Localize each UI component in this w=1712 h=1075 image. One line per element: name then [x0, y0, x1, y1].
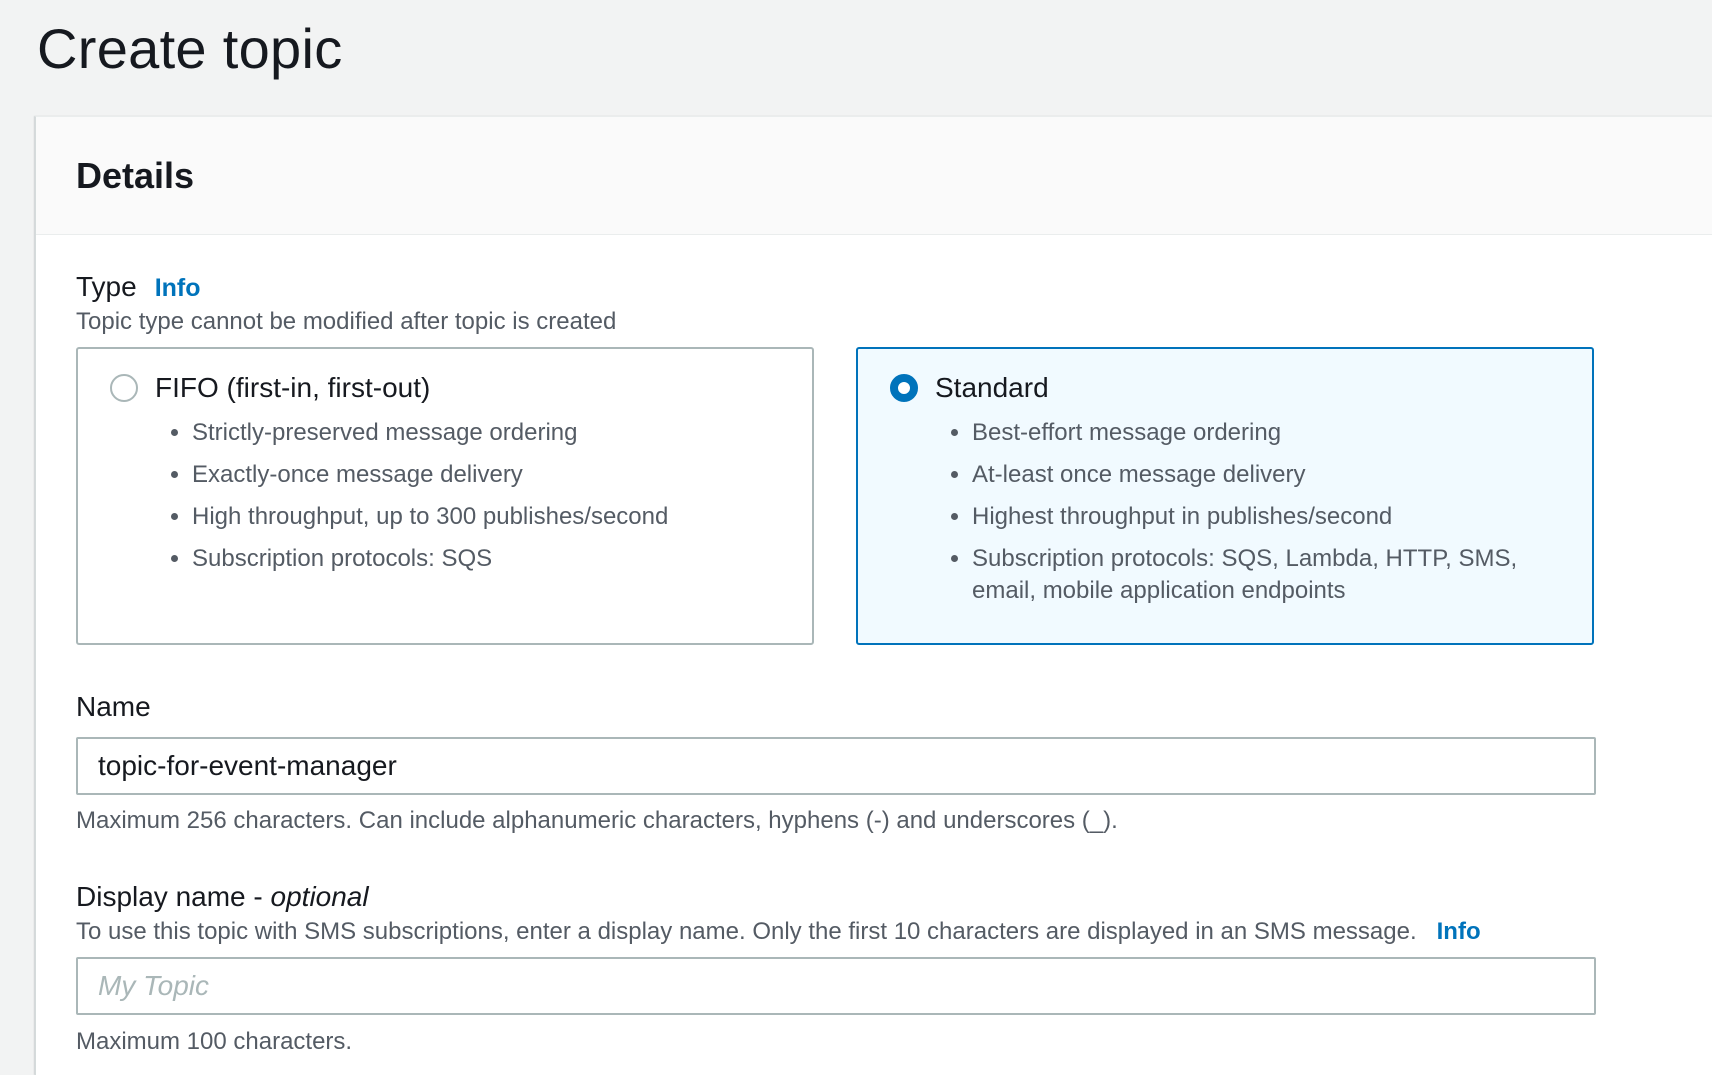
standard-feature-item: • Subscription protocols: SQS, Lambda, HTTP, SMS, email, mobile application endpoints: [972, 543, 1552, 607]
display-name-info-link[interactable]: Info: [1436, 918, 1481, 945]
display-name-input[interactable]: [76, 957, 1596, 1015]
details-panel-header: [36, 117, 1712, 235]
fifo-feature-item: • Strictly-preserved message ordering: [192, 417, 772, 449]
topic-type-fifo-tile[interactable]: [76, 347, 814, 645]
display-name-constraint-text: Maximum 100 characters.: [76, 1028, 353, 1055]
display-name-description: To use this topic with SMS subscriptions, enter a display name. Only the first 10 characters are displayed in an SMS message.: [76, 918, 1417, 945]
fifo-radio-button[interactable]: [110, 374, 138, 402]
type-label-row: [76, 270, 201, 305]
display-name-description-row: [76, 917, 1481, 947]
details-heading: Details: [76, 155, 195, 196]
standard-feature-item: • Highest throughput in publishes/second: [972, 501, 1552, 533]
name-label: Name: [76, 691, 151, 722]
fifo-feature-item: • Exactly-once message delivery: [192, 459, 772, 491]
name-constraint-text: Maximum 256 characters. Can include alphanumeric characters, hyphens (-) and underscores (_).: [76, 807, 1118, 834]
display-name-label: Display name -: [76, 881, 271, 912]
display-name-label-row: [76, 880, 369, 914]
standard-feature-item: • Best-effort message ordering: [972, 417, 1552, 449]
page-title: Create topic: [37, 17, 343, 80]
type-info-link[interactable]: Info: [154, 274, 201, 302]
topic-type-standard-tile[interactable]: [856, 347, 1594, 645]
type-description: Topic type cannot be modified after topic is created: [76, 308, 617, 335]
fifo-tile-header: [110, 371, 430, 405]
fifo-feature-item: • High throughput, up to 300 publishes/second: [192, 501, 772, 533]
standard-radio-button[interactable]: [890, 374, 918, 402]
fifo-feature-item: • Subscription protocols: SQS: [192, 543, 772, 575]
standard-tile-title: Standard: [935, 372, 1049, 403]
standard-tile-header: [890, 371, 1049, 405]
display-name-optional-label: optional: [270, 881, 369, 912]
standard-feature-list: [938, 417, 1552, 617]
name-input[interactable]: [76, 737, 1596, 795]
fifo-feature-list: [158, 417, 772, 585]
fifo-tile-title: FIFO (first-in, first-out): [155, 372, 431, 403]
standard-feature-item: • At-least once message delivery: [972, 459, 1552, 491]
type-label: Type: [76, 271, 137, 302]
